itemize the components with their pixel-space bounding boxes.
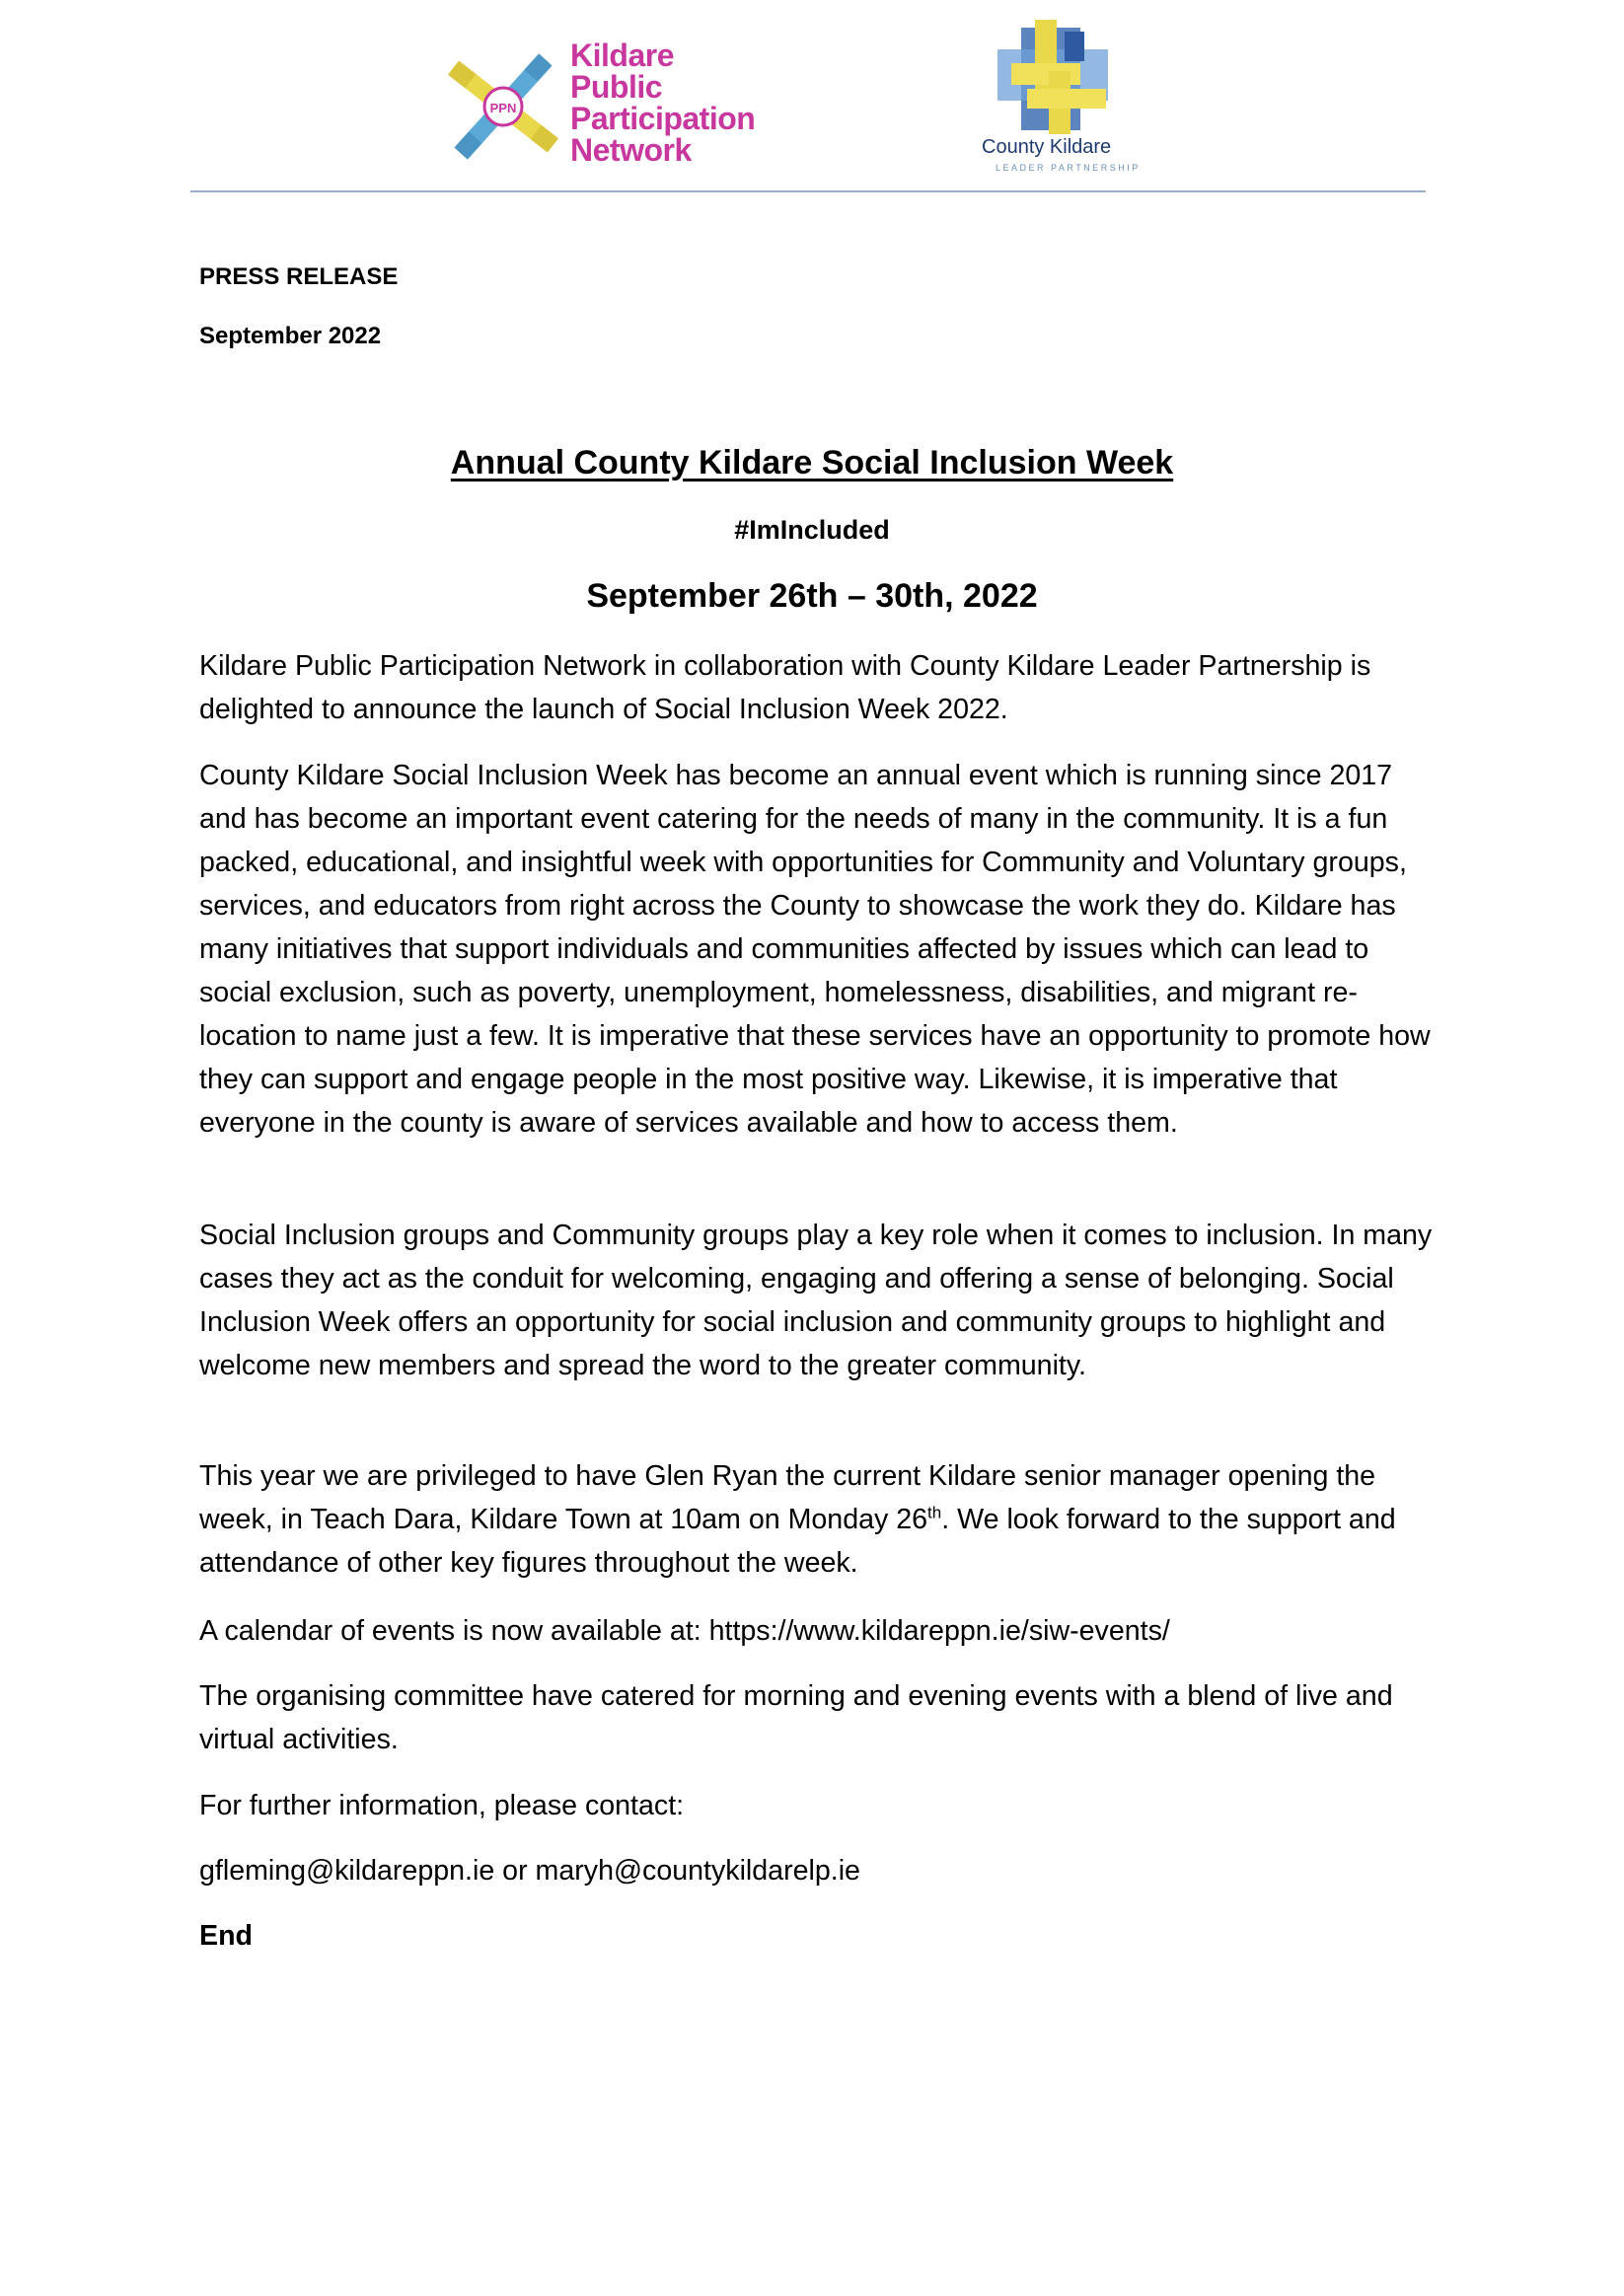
release-date: September 2022 [199,323,382,349]
brigids-cross-ppn-icon [434,39,572,168]
superscript-th: th [927,1503,942,1522]
paragraph-contact-emails [199,1849,1438,1892]
paragraph-about [199,754,1438,1145]
ppn-badge-text: PPN [489,101,517,115]
contact-emails[interactable]: gfleming@kildareppn.ie or maryh@countykildarelp.ie [199,1855,860,1887]
paragraph-intro [199,644,1438,731]
paragraph-opening [199,1454,1438,1585]
ppn-logo-line: Public [570,69,663,105]
paragraph-text: Kildare Public Participation Network in collaboration with County Kildare Leader Partnership is delighted to announce the launch of Social Inclusion Week 2022. [199,650,1371,725]
press-release-label: PRESS RELEASE [199,263,399,290]
paragraph-text: This year we are privileged to have Glen Ryan the current Kildare senior manager opening the week, in Teach Dara, Kildare Town at 10am on Monday 26 [199,1460,1376,1535]
paragraph-text: Social Inclusion groups and Community groups play a key role when it comes to inclusion. In many cases they act as the conduit for welcoming, engaging and offering a sense of belonging. Social Inclusion Week offers an opportunity for social inclusion and community groups to highlight and welcome new members and spread the word to the greater community. [199,1220,1433,1381]
kildare-ppn-logo [434,28,789,176]
end-marker [199,1914,1438,1958]
page-title: Annual County Kildare Social Inclusion Week [450,444,1174,481]
calendar-link[interactable]: https://www.kildareppn.ie/siw-events/ [708,1615,1170,1647]
event-dates: September 26th – 30th, 2022 [586,577,1038,615]
ppn-logo-line: Network [570,132,692,168]
ckl-logo-name: County Kildare [982,136,1112,158]
ppn-logo-line: Participation [570,101,756,136]
brigids-cross-ckl-icon [992,20,1114,138]
end-text: End [199,1920,254,1952]
paragraph-text: The organising committee have catered for morning and evening events with a blend of live and virtual activities. [199,1680,1393,1755]
ppn-logo-line: Kildare [570,37,674,73]
paragraph-text: County Kildare Social Inclusion Week has become an annual event which is running since 2017 and has become an important event catering for the needs of many in the community. It is a fun packed, educational, and insightful week with opportunities for Community and Voluntary groups, services, and educators from right across the County to showcase the work they do. Kildare has many initiatives that support individuals and communities affected by issues which can lead to social exclusion, such as poverty, unemployment, homelessness, disabilities, and migrant re-location to name just a few. It is imperative that these services have an opportunity to promote how they can support and engage people in the most positive way. Likewise, it is imperative that everyone in the county is aware of services available and how to access them. [199,760,1431,1139]
paragraph-text: For further information, please contact: [199,1790,685,1821]
paragraph-contact-intro [199,1784,1438,1827]
paragraph-activities [199,1674,1438,1761]
ckl-logo-subtitle: LEADER PARTNERSHIP [996,163,1141,173]
paragraph-text: . We look forward to the support and attendance of other key figures throughout the week. [199,1504,1396,1579]
ppn-logo-wordmark [570,39,755,166]
paragraph-calendar [199,1609,1438,1653]
hashtag: #ImIncluded [734,515,890,545]
header-divider [190,190,1426,192]
county-kildare-leader-partnership-logo [972,20,1159,187]
paragraph-groups [199,1214,1438,1387]
paragraph-text: A calendar of events is now available at: [199,1615,709,1647]
